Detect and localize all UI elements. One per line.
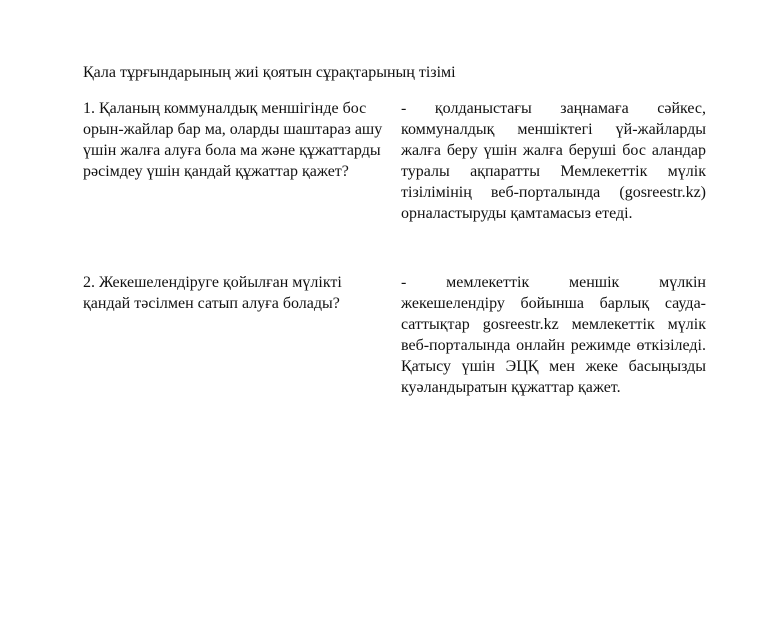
faq-question: 2. Жекешелендіруге қойылған мүлікті қандай тәсілмен сатып алуға болады?	[83, 274, 342, 312]
faq-answer: - мемлекеттік меншік мүлкін жекешелендіру бойынша барлық сауда-саттықтар gosreestr.kz мемлекеттік мүлік веб-порталында онлайн режимде өткізіледі. Қатысу үшін ЭЦҚ мен жеке басыңызды куәландыратын құжаттар қажет.	[401, 274, 706, 396]
faq-item	[83, 98, 706, 224]
faq-answer: - қолданыстағы заңнамаға сәйкес, коммуналдық меншіктегі үй-жайларды жалға беру үшін жалға беруші бос аландар туралы ақпаратты Мемлекеттік мүлік тізілімінің веб-порталында (gosreestr.kz) орналастыруды қамтамасыз етеді.	[401, 100, 706, 222]
faq-item	[83, 272, 706, 398]
faq-question: 1. Қаланың коммуналдық меншігінде бос орын-жайлар бар ма, оларды шаштараз ашу үшін жалға алуға бола ма және құжаттарды рәсімдеу үшін қандай құжаттар қажет?	[83, 100, 383, 180]
document-title: Қала тұрғындарының жиі қоятын сұрақтарының тізімі	[83, 64, 456, 81]
